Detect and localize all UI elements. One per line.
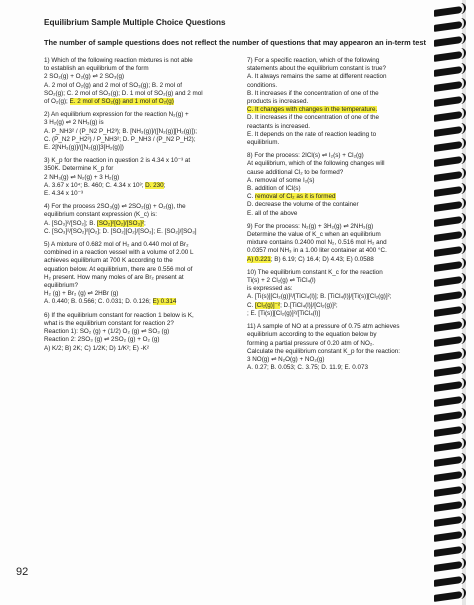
question-line: 3 NO(g) ⇌ N₂O(g) + NO₂(g): [247, 355, 325, 363]
question-line: A. [Ti(s)][Cl₂(g)]²/[TiCl₄(l)]; B. [TiCl₄(l)]/[Ti(s)][Cl₂(g)]²;: [247, 293, 392, 301]
question-line: Determine the value of K_c when an equilibrium: [247, 231, 381, 239]
spiral-ring: [434, 501, 462, 512]
page-number: 92: [16, 566, 29, 578]
spiral-ring: [434, 471, 462, 482]
question-line: A) K/2; B) 2K; C) 1/2K; D) 1/K²; E) -K²: [44, 344, 149, 352]
spiral-ring: [434, 351, 462, 362]
spiral-ring: [434, 111, 462, 122]
spiral-ring: [434, 591, 462, 602]
question-line: cause additional Cl₂ to be formed?: [247, 168, 344, 176]
question-block: [44, 57, 234, 106]
spiral-ring: [434, 171, 462, 182]
question-line: B. It increases if the concentration of one of the: [247, 89, 379, 97]
spiral-ring: [434, 126, 462, 137]
question-line: 2) An equilibrium expression for the reaction N₂(g) +: [44, 111, 189, 119]
question-line: Calculate the equilibrium constant K_p for the reaction:: [247, 347, 400, 355]
answer-highlight: removal of Cl₂ as it is formed: [255, 193, 336, 201]
question-block: [44, 203, 234, 236]
spiral-ring: [434, 81, 462, 92]
question-block: [44, 241, 234, 307]
question-line: combined in a reaction vessel with a volume of 2.00 L: [44, 249, 194, 257]
question-block: [44, 312, 234, 353]
question-block: [247, 323, 431, 372]
spiral-ring: [434, 411, 462, 422]
question-line: achieves equilibrium at 700 K according to the: [44, 257, 173, 265]
question-line: A. 2 mol of O₂(g) and 2 mol of SO₃(g); B. 2 mol of: [44, 81, 182, 89]
spiral-ring: [434, 51, 462, 62]
spiral-ring: [434, 6, 462, 17]
question-line: what is the equilibrium constant for reaction 2?: [44, 319, 174, 327]
question-line: A. 0.27; B. 0.053; C. 3.75; D. 11.9; E. 0.073: [247, 364, 368, 372]
question-line: equilibrium according to the equation below by: [247, 331, 377, 339]
spiral-ring: [434, 576, 462, 587]
question-line: 1) Which of the following reaction mixtures is not able: [44, 57, 193, 64]
spiral-ring: [434, 306, 462, 317]
question-line: 7) For a specific reaction, which of the following: [247, 57, 380, 64]
question-line: equilibrium?: [44, 282, 78, 290]
question-block: [247, 152, 431, 218]
question-line: E. 4.34 x 10⁻³: [44, 190, 84, 198]
left-column: [44, 57, 234, 358]
spiral-ring: [434, 561, 462, 572]
question-line: [247, 106, 431, 114]
question-line: 5) A mixture of 0.682 mol of H₂ and 0.440 mol of Br₂: [44, 241, 189, 249]
answer-highlight: D. 230: [145, 181, 164, 189]
spiral-ring: [434, 516, 462, 527]
spiral-ring: [434, 531, 462, 542]
question-line: B. addition of ICl(s): [247, 185, 301, 193]
spiral-ring: [434, 66, 462, 77]
question-line: C. [SO₃]²/[SO₂]²[O₂]; D. [SO₂][O₂]/[SO₃]; E. [SO₂]/[SO₃]: [44, 227, 197, 235]
spiral-ring: [434, 96, 462, 107]
question-line: 11) A sample of NO at a pressure of 0.75 atm achieves: [247, 323, 400, 331]
spiral-ring: [434, 261, 462, 272]
spiral-ring: [434, 141, 462, 152]
question-line: E. all of the above: [247, 209, 298, 217]
question-line: 350K. Determine K_p for: [44, 165, 114, 173]
spiral-ring: [434, 426, 462, 437]
spiral-ring: [434, 246, 462, 257]
question-line: to establish an equilibrium of the form: [44, 65, 149, 73]
spiral-ring: [434, 276, 462, 287]
question-line: 3) K_p for the reaction in question 2 is 4.34 x 10⁻³ at: [44, 157, 191, 165]
spiral-ring: [434, 336, 462, 347]
question-line: 3 H₂(g) ⇌ 2 NH₃(g) is: [44, 119, 104, 127]
question-line: Ti(s) + 2 Cl₂(g) ⇌ TiCl₄(l): [247, 277, 316, 285]
question-line: SO₂(g); C. 2 mol of SO₃(g); D. 1 mol of SO₂(g) and 2 mol: [44, 89, 203, 97]
answer-highlight: [Cl₂(g)]⁻²: [255, 301, 281, 309]
question-line: Reaction 1): SO₂ (g) + (1/2) O₂ (g) ⇌ SO₃ (g): [44, 328, 170, 336]
question-line: H₂ (g) + Br₂ (g) ⇌ 2HBr (g): [44, 290, 119, 298]
spiral-ring: [434, 381, 462, 392]
answer-highlight: C. It changes with changes in the temperature.: [247, 106, 378, 114]
spiral-ring: [434, 546, 462, 557]
answer-highlight: [SO₂]²[O₂]/[SO₃]²: [96, 219, 144, 227]
question-line: forming a partial pressure of 0.20 atm of NO₂.: [247, 339, 375, 347]
spiral-ring: [434, 186, 462, 197]
answer-highlight: A) 0.221: [247, 255, 271, 263]
question-line: A. removal of some I₂(s): [247, 176, 315, 184]
spiral-ring: [434, 486, 462, 497]
document-title: Equilibrium Sample Multiple Choice Questions: [44, 18, 226, 27]
question-line: reactants is increased.: [247, 122, 310, 130]
question-line: 6) If the equilibrium constant for reaction 1 below is K,: [44, 311, 194, 319]
spiral-ring: [434, 456, 462, 467]
answer-highlight: E) 0.314: [152, 298, 177, 306]
question-line: E. 2[NH₃(g)]/([N₂(g)]3[H₂(g)]): [44, 144, 124, 152]
spiral-ring: [434, 231, 462, 242]
spiral-ring: [434, 21, 462, 32]
spiral-ring: [434, 216, 462, 227]
spiral-ring: [434, 396, 462, 407]
question-line: E. It depends on the rate of reaction leading to: [247, 130, 377, 138]
question-line: of O₂(g); E. 2 mol of SO₂(g) and 1 mol of O₂(g): [44, 98, 174, 106]
spiral-ring: [434, 441, 462, 452]
question-line: 2 NH₃(g) ⇌ N₂(g) + 3 H₂(g): [44, 173, 120, 181]
question-line: H₂ present. How many moles of are Br₂ present at: [44, 273, 184, 281]
spiral-binding: [432, 0, 474, 605]
question-line: 10) The equilibrium constant K_c for the reaction: [247, 268, 383, 276]
right-column: [247, 57, 431, 377]
question-line: equilibrium.: [247, 139, 280, 147]
question-line: A. 0.440; B. 0.566; C. 0.031; D. 0.126; E) 0.314: [44, 298, 177, 306]
question-block: [247, 269, 431, 318]
answer-highlight: E. 2 mol of SO₂(g) and 1 mol of O₂(g): [69, 98, 174, 106]
question-line: D. decrease the volume of the container: [247, 201, 359, 209]
question-block: [247, 223, 431, 264]
question-block: [44, 111, 234, 152]
question-line: is expressed as:: [247, 285, 293, 293]
question-line: ; E. [Ti(s)][Cl₂(g)]²/[TiCl₄(l)]: [247, 309, 321, 317]
question-line: 2 SO₂(g) + O₂(g) ⇌ 2 SO₃(g): [44, 73, 125, 81]
question-line: Reaction 2: 2SO₃ (g) ⇌ 2SO₂ (g) + O₂ (g): [44, 336, 160, 344]
question-line: C. [Cl₂(g)]⁻²; D.[TiCl₄(l)]/[Cl₂(g)]²;: [247, 301, 338, 309]
question-line: 8) For the process: 2ICl(s) ⇌ I₂(s) + Cl₂(g): [247, 152, 364, 160]
question-block: [44, 157, 234, 198]
spiral-ring: [434, 36, 462, 47]
question-line: D. It increases if the concentration of one of the: [247, 114, 379, 122]
question-line: C. removal of Cl₂ as it is formed: [247, 193, 336, 201]
question-line: equilibrium constant expression (K_c) is:: [44, 211, 158, 219]
question-line: A. It always remains the same at different reaction: [247, 73, 387, 81]
question-line: C. (P_N2 P_H2³) / P_NH3²; D. P_NH3 / (P_N2 P_H2);: [44, 135, 196, 143]
spiral-ring: [434, 321, 462, 332]
question-line: conditions.: [247, 81, 278, 89]
spiral-ring: [434, 366, 462, 377]
question-line: products is increased.: [247, 98, 309, 106]
question-line: 4) For the process 2SO₃(g) ⇌ 2SO₂(g) + O₂(g), the: [44, 203, 186, 211]
question-line: A. [SO₃]²/[SO₂]; B. [SO₂]²[O₂]/[SO₃]²;: [44, 219, 146, 227]
question-block: [247, 57, 431, 147]
question-line: mixture contains 0.2400 mol N₂, 0.516 mol H₂ and: [247, 239, 387, 247]
question-line: equation below. At equilibrium, there are 0.556 mol of: [44, 265, 193, 273]
spiral-ring: [434, 156, 462, 167]
question-line: 9) For the process: N₂(g) + 3H₂(g) ⇌ 2NH₃(g): [247, 222, 374, 230]
question-line: statements about the equilibrium constant is true?: [247, 65, 386, 73]
question-line: At equilibrium, which of the following changes will: [247, 160, 385, 168]
question-line: A. 3.67 x 10⁴; B. 460; C. 4.34 x 10³; D. 230;: [44, 181, 166, 189]
document-subtitle: The number of sample questions does not reflect the number of questions that may appearon an in-term test: [44, 38, 426, 47]
question-line: A) 0.221; B) 6.19; C) 16.4; D) 4.43; E) 0.0588: [247, 255, 374, 263]
question-line: A. P_NH3² / (P_N2 P_H2³); B. [NH₃(g)]/([N₂(g)][H₂(g)]);: [44, 127, 198, 135]
question-line: 0.0357 mol NH₃ in a 1.00 liter container at 400 °C.: [247, 247, 387, 255]
spiral-ring: [434, 291, 462, 302]
spiral-ring: [434, 201, 462, 212]
